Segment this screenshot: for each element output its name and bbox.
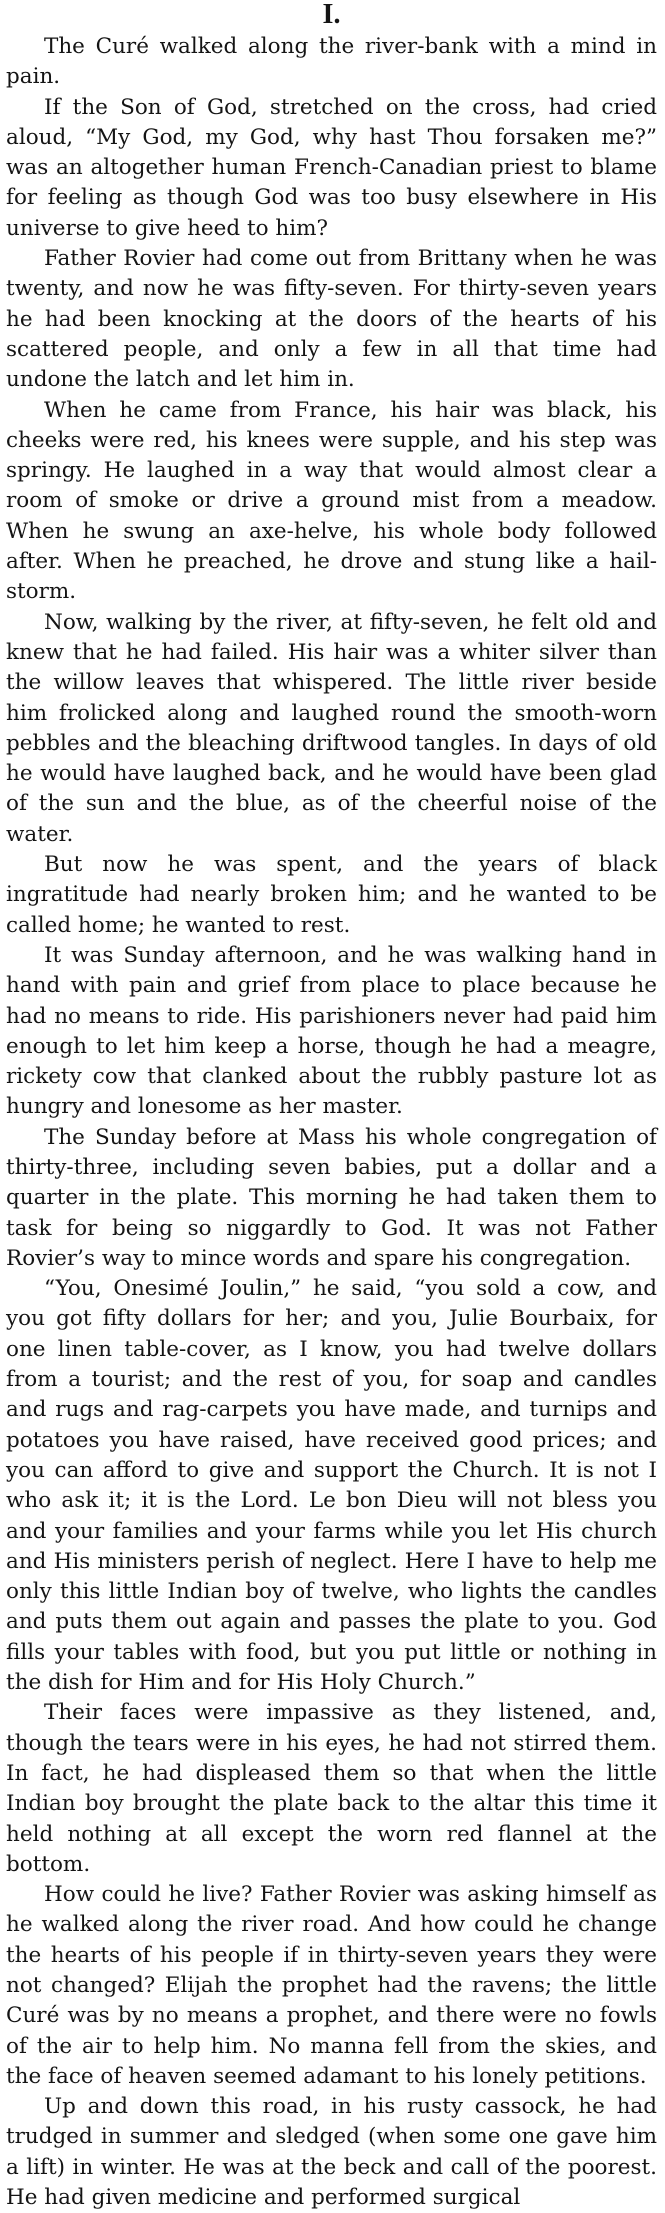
paragraph: Now, walking by the river, at fifty-seven, he felt old and knew that he had failed. His hair was a whiter silver than the willow leaves that whispered. The little river beside him frolicked along and laughed round the smooth-worn pebbles and the bleaching driftwood tangles. In days of old he would have laughed back, and he would have been glad of the sun and the blue, as of the cheerful noise of the water. <box>6 609 657 847</box>
paragraph: The Sunday before at Mass his whole congregation of thirty-three, including seven babies, put a dollar and a quarter in the plate. This morning he had taken them to task for being so niggardly to God. It was not Father Rovier’s way to mince words and spare his congregation. <box>6 1124 657 1271</box>
paragraph: But now he was spent, and the years of black ingratitude had nearly broken him; and he wanted to be called home; he wanted to rest. <box>6 852 657 938</box>
paragraph: When he came from France, his hair was black, his cheeks were red, his knees were supple, and his step was springy. He laughed in a way that would almost clear a room of smoke or drive a ground mist from a meadow. When he swung an axe-helve, his whole body followed after. When he preached, he drove and stung like a hail-storm. <box>6 397 657 605</box>
paragraph: How could he live? Father Rovier was asking himself as he walked along the river road. And how could he change the hearts of his people if in thirty-seven years they were not changed? Elijah the prophet had the ravens; the little Curé was by no means a prophet, and there were no fowls of the air to help him. No manna fell from the skies, and the face of heaven seemed adamant to his lonely petitions. <box>6 1882 657 2089</box>
paragraph: Up and down this road, in his rusty cassock, he had trudged in summer and sledged (when some one gave him a lift) in winter. He was at the beck and call of the poorest. He had given medicine and performed surgical <box>6 2094 657 2211</box>
paragraph: If the Son of God, stretched on the cross, had cried aloud, “My God, my God, why hast Thou forsaken me?” was an altogether human French-Canadian priest to blame for feeling as though God was too busy elsewhere in His universe to give heed to him? <box>6 94 657 241</box>
chapter-heading: I. <box>322 0 341 30</box>
paragraph: The Curé walked along the river-bank with a mind in pain. <box>6 34 657 90</box>
paragraph: Father Rovier had come out from Brittany when he was twenty, and now he was fifty-seven. For thirty-seven years he had been knocking at the doors of the hearts of his scattered people, and only a few in all that time had undone the latch and let him in. <box>6 246 657 393</box>
paragraph: It was Sunday afternoon, and he was walking hand in hand with pain and grief from place to place because he had no means to ride. His parishioners never had paid him enough to let him keep a horse, though he had a meagre, rickety cow that clanked about the rubbly pasture lot as hungry and lonesome as her master. <box>6 942 657 1120</box>
paragraph: Their faces were impassive as they listened, and, though the tears were in his eyes, he had not stirred them. In fact, he had displeased them so that when the little Indian boy brought the plate back to the altar this time it held nothing at all except the worn red flannel at the bottom. <box>6 1700 657 1877</box>
paragraph: “You, Onesimé Joulin,” he said, “you sold a cow, and you got fifty dollars for her; and you, Julie Bourbaix, for one linen table-cover, as I know, you had twelve dollars from a tourist; and the rest of you, for soap and candles and rugs and rag-carpets you have made, and turnips and potatoes you have raised, have received good prices; and you can afford to give and support the Church. It is not I who ask it; it is the Lord. Le bon Dieu will not bless you and your families and your farms while you let His church and His ministers perish of neglect. Here I have to help me only this little Indian boy of twelve, who lights the candles and puts them out again and passes the plate to you. God fills your tables with food, but you put little or nothing in the dish for Him and for His Holy Church.” <box>6 1276 657 1696</box>
